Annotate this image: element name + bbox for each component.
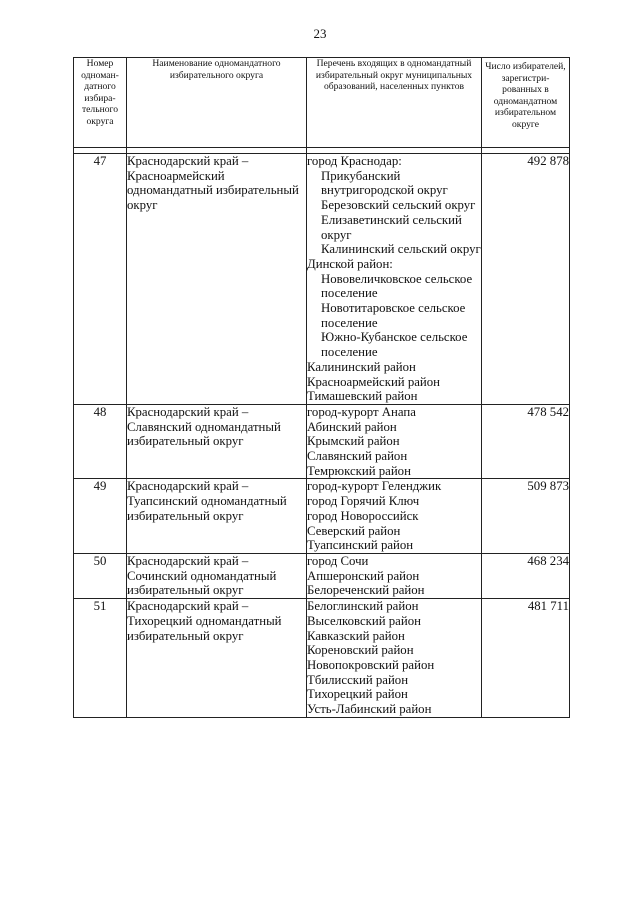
table-row [74, 154, 570, 405]
list-item: город-курорт Геленджик [307, 479, 442, 494]
table-header-row [74, 58, 570, 148]
header-district-name: Наименование одномандатного избирательного округа [127, 58, 307, 148]
list-item: Калининский сельский округ [321, 242, 481, 257]
list-item: Славянский район [307, 449, 408, 464]
table-row [74, 553, 570, 598]
municipality-list [307, 599, 482, 718]
list-item: Прикубанский внутригородской округ [321, 168, 448, 198]
list-item: Туапсинский район [307, 538, 414, 553]
district-number: 50 [74, 553, 127, 598]
list-item: Тимашевский район [307, 389, 418, 404]
district-name: Краснодарский край – Красноармейский одномандатный избирательный округ [127, 154, 307, 405]
list-item: Кореновский район [307, 643, 414, 658]
district-number: 49 [74, 479, 127, 554]
district-name: Краснодарский край – Славянский одномандатный избирательный округ [127, 404, 307, 479]
header-voter-count: Число избирателей, зарегистри-рованных в одномандатном избирательном округе [482, 58, 570, 148]
header-district-number: Номер одноман-датного избира-тельного округа [74, 58, 127, 148]
municipality-list [307, 154, 482, 405]
voter-count: 478 542 [482, 404, 570, 479]
list-item: Белоглинский район [307, 599, 419, 614]
list-item: Березовский сельский округ [321, 198, 476, 213]
list-item: Южно-Кубанское сельское поселение [321, 330, 468, 360]
table-row [74, 479, 570, 554]
district-number: 51 [74, 599, 127, 718]
municipality-list [307, 553, 482, 598]
municipality-list [307, 404, 482, 479]
municipality-list [307, 479, 482, 554]
voter-count: 509 873 [482, 479, 570, 554]
page-number: 23 [313, 26, 327, 41]
list-item: Абинский район [307, 419, 397, 434]
list-item: Крымский район [307, 434, 400, 449]
voter-count: 492 878 [482, 154, 570, 405]
list-item: Тбилисский район [307, 672, 409, 687]
voter-count: 481 711 [482, 599, 570, 718]
list-item: Новопокровский район [307, 657, 435, 672]
list-item: Выселковский район [307, 613, 421, 628]
list-item: Тихорецкий район [307, 687, 408, 702]
list-item: Белореченский район [307, 583, 425, 598]
district-name: Краснодарский край – Туапсинский одномандатный избирательный округ [127, 479, 307, 554]
list-item: город Краснодар: [307, 154, 402, 168]
list-item: Новотитаровское сельское поселение [321, 301, 466, 330]
list-item: Нововеличковское сельское поселение [321, 271, 473, 301]
districts-table [73, 57, 570, 718]
district-number: 48 [74, 404, 127, 479]
list-item: Елизаветинский сельский округ [321, 212, 462, 242]
list-item: Темрюкский район [307, 463, 411, 478]
district-name: Краснодарский край – Сочинский одномандатный избирательный округ [127, 553, 307, 598]
list-item: город Новороссийск [307, 508, 419, 523]
list-item: Динской район: [307, 256, 393, 271]
district-number: 47 [74, 154, 127, 405]
list-item: город Горячий Ключ [307, 494, 420, 509]
list-item: Калининский район [307, 359, 416, 374]
header-municipalities: Перечень входящих в одномандатный избирательный округ муниципальных образований, населенных пунктов [307, 58, 482, 148]
table-row [74, 404, 570, 479]
list-item: Апшеронский район [307, 568, 420, 583]
list-item: город-курорт Анапа [307, 404, 416, 419]
list-item: Северский район [307, 523, 401, 538]
list-item: Кавказский район [307, 628, 405, 643]
district-name: Краснодарский край – Тихорецкий одномандатный избирательный округ [127, 599, 307, 718]
list-item: Красноармейский район [307, 374, 441, 389]
list-item: город Сочи [307, 553, 369, 568]
table-row [74, 599, 570, 718]
voter-count: 468 234 [482, 553, 570, 598]
list-item: Усть-Лабинский район [307, 702, 432, 717]
